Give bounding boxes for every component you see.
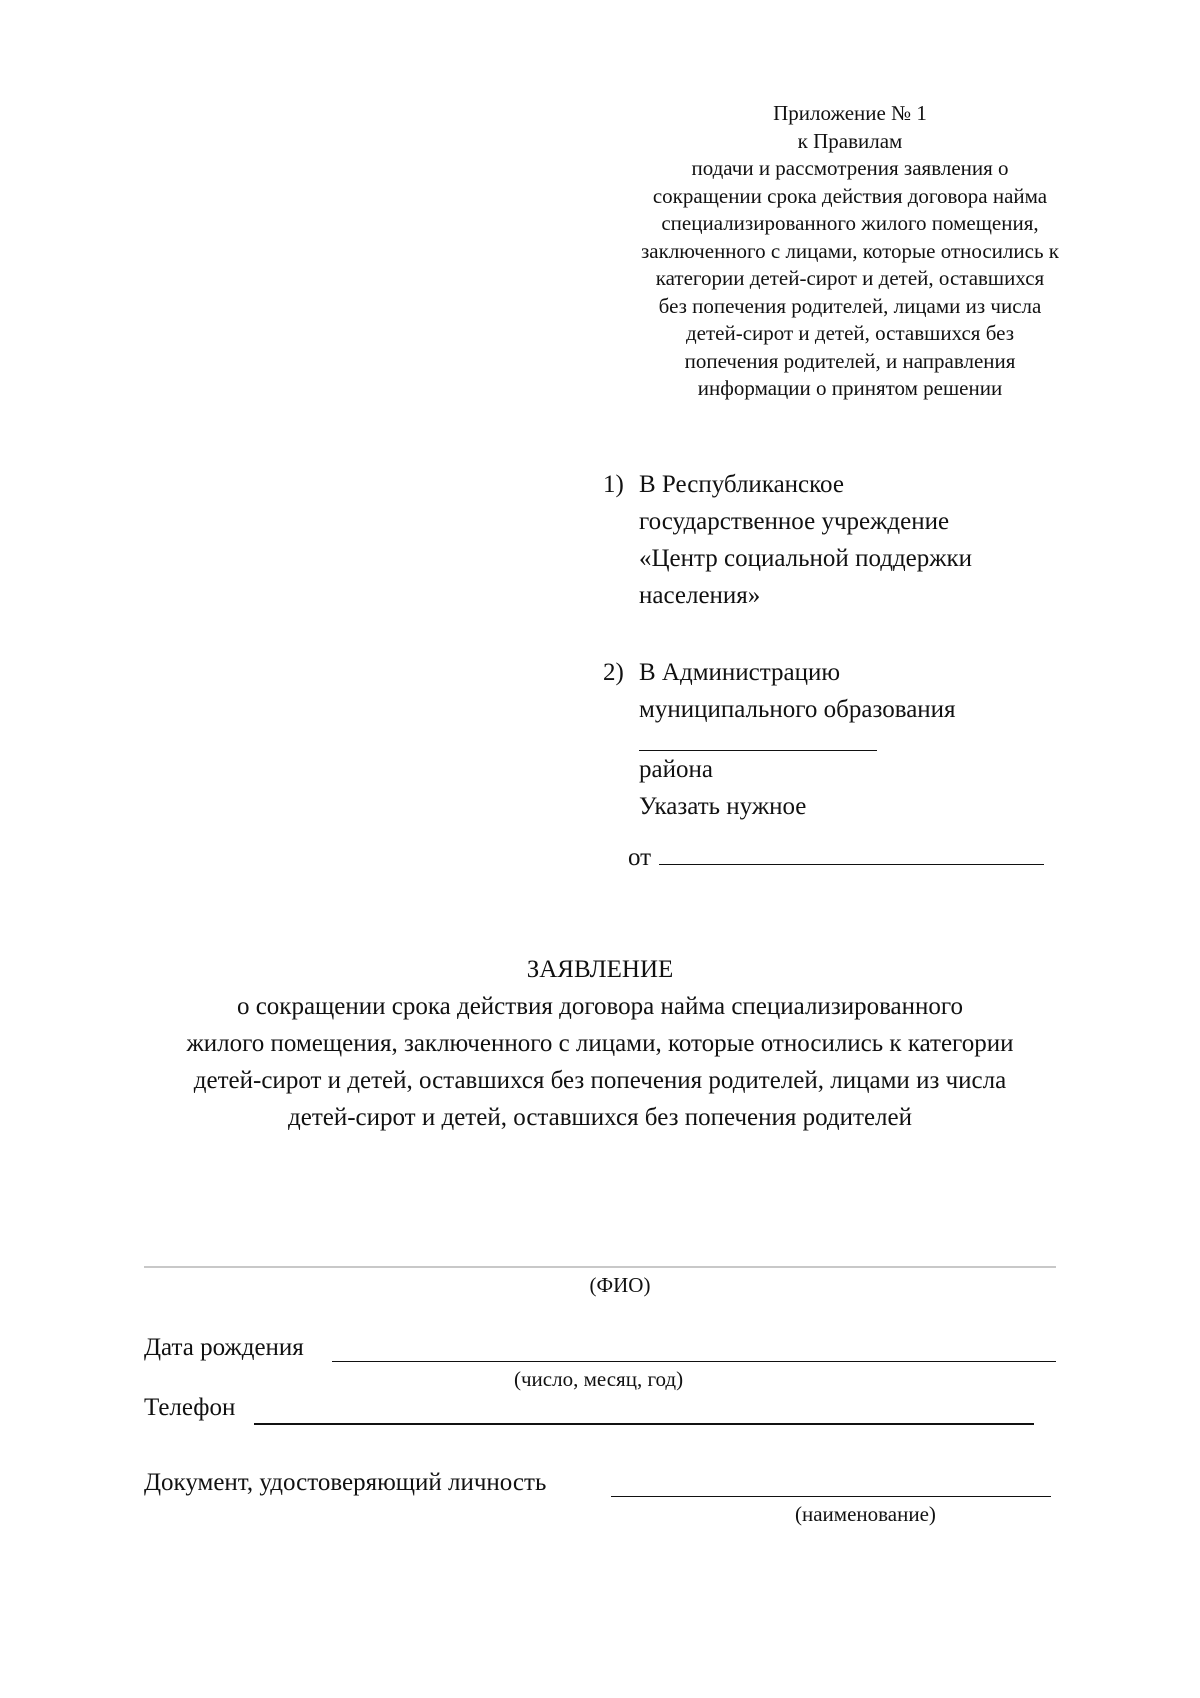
- appendix-line: детей-сирот и детей, оставшихся без: [685, 321, 1014, 345]
- appendix-line: к Правилам: [797, 128, 903, 153]
- appendix-line: информации о принятом решении: [697, 376, 1003, 400]
- statement-heading: ЗАЯВЛЕНИЕ: [526, 956, 674, 983]
- addressee-line: В Администрацию: [639, 659, 841, 686]
- district-blank[interactable]: [639, 728, 877, 751]
- addressee-text: [639, 654, 956, 825]
- statement-title: [100, 951, 1100, 1136]
- from-label: от: [628, 844, 652, 871]
- document-caption: (наименование): [795, 1502, 936, 1526]
- appendix-line: Приложение № 1: [773, 101, 927, 125]
- from-field: [628, 840, 1044, 875]
- phone-field: [144, 1391, 235, 1425]
- addressee-line: В Республиканское: [639, 471, 844, 498]
- addressee-line: муниципального образования: [639, 696, 956, 723]
- document-field: [144, 1466, 546, 1500]
- appendix-line: попечения родителей, и направления: [684, 348, 1016, 373]
- fio-blank[interactable]: [144, 1266, 1056, 1268]
- phone-blank[interactable]: [254, 1423, 1034, 1425]
- district-line: [639, 728, 956, 788]
- birth-date-caption: (число, месяц, год): [514, 1367, 684, 1391]
- birth-date-blank[interactable]: [332, 1361, 1056, 1362]
- document-blank[interactable]: [611, 1496, 1051, 1497]
- document-label: Документ, удостоверяющий личность: [144, 1469, 547, 1496]
- appendix-line: специализированного жилого помещения,: [661, 211, 1039, 235]
- addressee-line: «Центр социальной поддержки: [639, 545, 973, 572]
- appendix-line: сокращении срока действия договора найма: [652, 183, 1048, 208]
- district-suffix: района: [639, 756, 713, 783]
- addressee-number: 1): [603, 471, 624, 498]
- statement-subtitle-line: детей-сирот и детей, оставшихся без попечения родителей: [288, 1104, 912, 1131]
- appendix-line: без попечения родителей, лицами из числа: [658, 293, 1042, 318]
- addressee-line: населения»: [639, 582, 761, 609]
- statement-subtitle-line: детей-сирот и детей, оставшихся без попечения родителей, лицами из числа: [193, 1067, 1007, 1094]
- addressee-number: 2): [603, 659, 624, 686]
- appendix-line: заключенного с лицами, которые относились к: [641, 238, 1059, 263]
- addressee-line: государственное учреждение: [639, 508, 950, 535]
- appendix-header: [600, 100, 1100, 403]
- select-note: Указать нужное: [639, 793, 807, 820]
- phone-label: Телефон: [144, 1394, 236, 1421]
- appendix-line: категории детей-сирот и детей, оставшихся: [655, 266, 1045, 290]
- birth-date-label: Дата рождения: [144, 1334, 304, 1361]
- statement-subtitle-line: о сокращении срока действия договора найма специализированного: [236, 993, 964, 1020]
- from-blank[interactable]: [659, 840, 1044, 865]
- statement-subtitle-line: жилого помещения, заключенного с лицами, которые относились к категории: [186, 1030, 1014, 1057]
- addressee-text: [639, 466, 972, 614]
- birth-date-field: [144, 1331, 304, 1365]
- appendix-line: подачи и рассмотрения заявления о: [691, 156, 1009, 180]
- fio-caption: (ФИО): [589, 1273, 651, 1297]
